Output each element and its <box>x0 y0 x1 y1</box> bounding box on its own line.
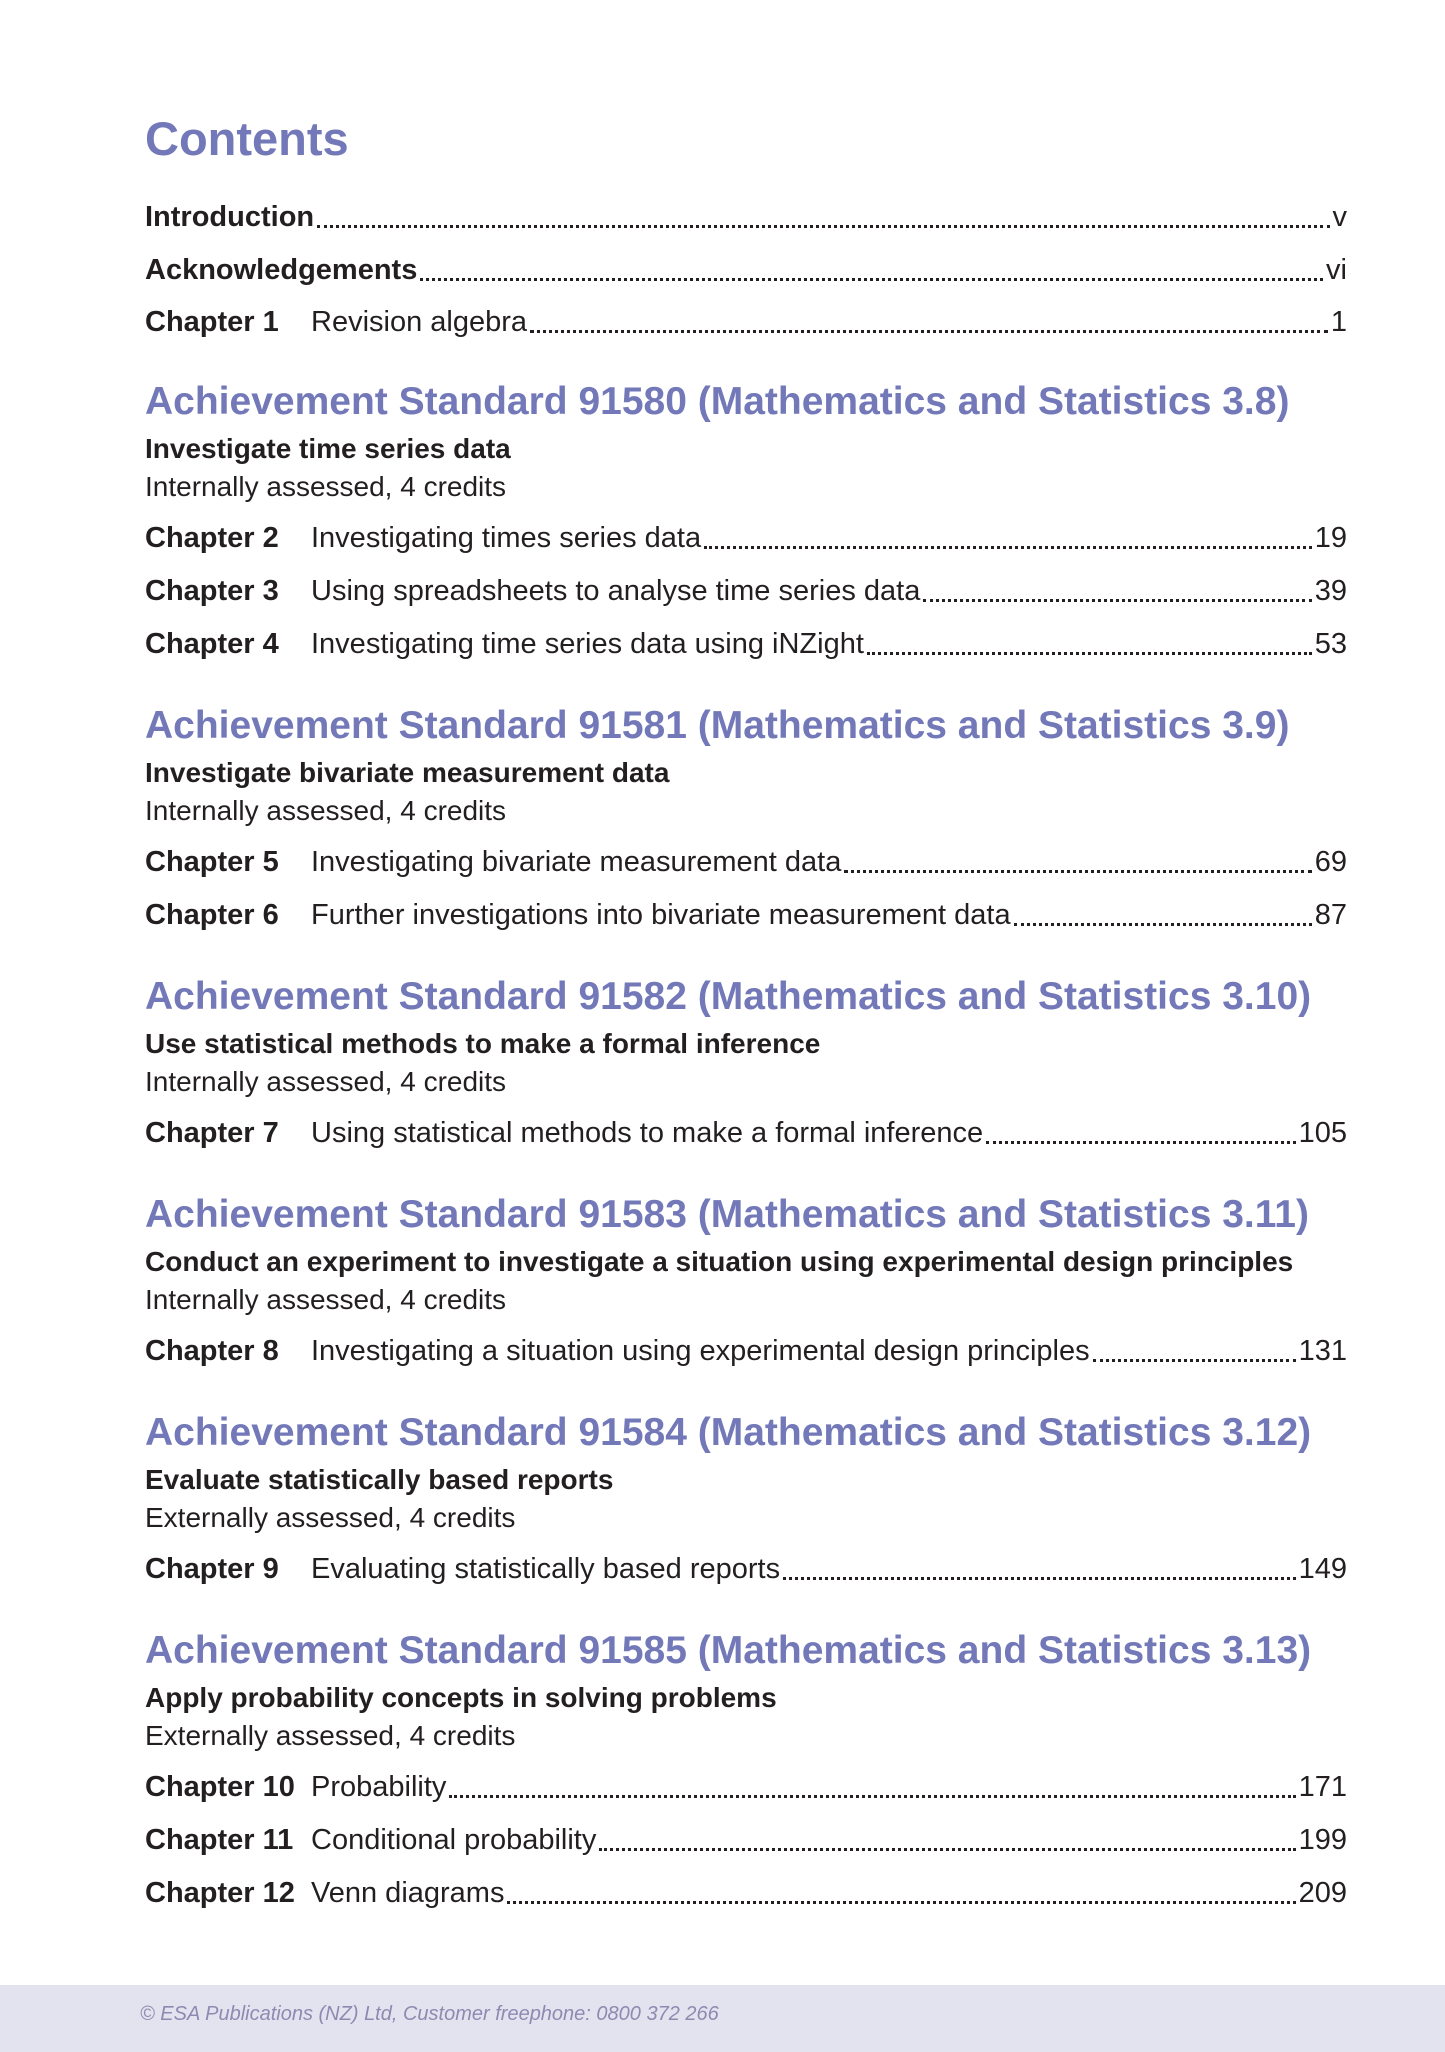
toc-page-number: 171 <box>1298 1771 1347 1803</box>
standard-heading-91583: Achievement Standard 91583 (Mathematics and Statistics 3.11) <box>145 1193 1309 1236</box>
toc-page-number: 69 <box>1314 846 1347 878</box>
toc-entry-chapter-3[interactable] <box>145 571 1347 611</box>
standard-heading-91585: Achievement Standard 91585 (Mathematics and Statistics 3.13) <box>145 1629 1312 1672</box>
toc-page-number: 209 <box>1298 1877 1347 1909</box>
chapter-label: Chapter 5 <box>145 846 279 878</box>
toc-entry-chapter-4[interactable] <box>145 624 1347 664</box>
chapter-label: Chapter 6 <box>145 899 279 931</box>
chapter-title: Venn diagrams <box>311 1877 505 1909</box>
standard-subtitle: Evaluate statistically based reports <box>145 1464 614 1495</box>
toc-page-number: 199 <box>1298 1824 1347 1856</box>
toc-entry-chapter-5[interactable] <box>145 842 1347 882</box>
toc-entry-chapter-8[interactable] <box>145 1331 1347 1371</box>
toc-page-number: 131 <box>1298 1335 1347 1367</box>
leader-dots <box>704 546 1312 549</box>
assessment-info: Externally assessed, 4 credits <box>145 1502 516 1533</box>
leader-dots <box>317 225 1329 228</box>
chapter-title: Probability <box>311 1771 447 1803</box>
toc-page-number: 149 <box>1298 1553 1347 1585</box>
copyright-notice: © ESA Publications (NZ) Ltd, Customer freephone: 0800 372 266 <box>140 2003 719 2025</box>
toc-entry-chapter-9[interactable] <box>145 1549 1347 1589</box>
chapter-title: Revision algebra <box>311 306 528 338</box>
assessment-info: Internally assessed, 4 credits <box>145 471 507 502</box>
chapter-title: Evaluating statistically based reports <box>311 1553 781 1585</box>
chapter-label: Chapter 1 <box>145 306 279 338</box>
standard-subtitle: Investigate bivariate measurement data <box>145 757 670 788</box>
chapter-title: Investigating times series data <box>311 522 702 554</box>
toc-entry-chapter-1[interactable] <box>145 302 1347 342</box>
chapter-title: Investigating bivariate measurement data <box>311 846 842 878</box>
toc-entry-label: Introduction <box>145 201 315 233</box>
chapter-label: Chapter 11 <box>145 1824 294 1856</box>
standard-heading-91582: Achievement Standard 91582 (Mathematics and Statistics 3.10) <box>145 975 1312 1018</box>
toc-entry-chapter-12[interactable] <box>145 1873 1347 1913</box>
chapter-label: Chapter 2 <box>145 522 279 554</box>
leader-dots <box>1093 1359 1296 1362</box>
toc-page-number: 53 <box>1314 628 1347 660</box>
chapter-label: Chapter 4 <box>145 628 279 660</box>
chapter-label: Chapter 9 <box>145 1553 279 1585</box>
standard-subtitle: Investigate time series data <box>145 433 511 464</box>
chapter-title: Further investigations into bivariate measurement data <box>311 899 1011 931</box>
toc-entry-chapter-11[interactable] <box>145 1820 1347 1860</box>
toc-entry-chapter-6[interactable] <box>145 895 1347 935</box>
assessment-info: Externally assessed, 4 credits <box>145 1720 516 1751</box>
toc-page-number: vi <box>1326 254 1347 286</box>
assessment-info: Internally assessed, 4 credits <box>145 795 507 826</box>
chapter-title: Conditional probability <box>311 1824 597 1856</box>
chapter-label: Chapter 8 <box>145 1335 279 1367</box>
standard-heading-91581: Achievement Standard 91581 (Mathematics and Statistics 3.9) <box>145 704 1290 747</box>
leader-dots <box>507 1901 1295 1904</box>
toc-entry-chapter-7[interactable] <box>145 1113 1347 1153</box>
toc-page-number: 39 <box>1314 575 1347 607</box>
page-title: Contents <box>145 112 349 165</box>
standard-subtitle: Apply probability concepts in solving problems <box>145 1682 777 1713</box>
toc-entry-acknowledgements[interactable] <box>145 250 1347 290</box>
leader-dots <box>449 1795 1295 1798</box>
leader-dots <box>420 278 1323 281</box>
toc-page-number: v <box>1332 201 1347 233</box>
toc-page-number: 1 <box>1330 306 1347 338</box>
leader-dots <box>867 652 1312 655</box>
toc-page-number: 105 <box>1298 1117 1347 1149</box>
chapter-title: Using spreadsheets to analyse time series data <box>311 575 921 607</box>
toc-page-number: 87 <box>1314 899 1347 931</box>
leader-dots <box>923 599 1311 602</box>
chapter-label: Chapter 3 <box>145 575 279 607</box>
chapter-label: Chapter 10 <box>145 1771 295 1803</box>
leader-dots <box>530 330 1328 333</box>
toc-entry-label: Acknowledgements <box>145 254 418 286</box>
assessment-info: Internally assessed, 4 credits <box>145 1066 507 1097</box>
toc-entry-chapter-2[interactable] <box>145 518 1347 558</box>
chapter-title: Using statistical methods to make a formal inference <box>311 1117 984 1149</box>
toc-page-number: 19 <box>1314 522 1347 554</box>
standard-subtitle: Conduct an experiment to investigate a situation using experimental design principles <box>145 1246 1294 1277</box>
chapter-label: Chapter 12 <box>145 1877 295 1909</box>
leader-dots <box>1014 923 1312 926</box>
chapter-title: Investigating time series data using iNZight <box>311 628 864 660</box>
leader-dots <box>986 1141 1295 1144</box>
leader-dots <box>844 870 1311 873</box>
page-footer <box>0 1985 1445 2052</box>
standard-heading-91584: Achievement Standard 91584 (Mathematics and Statistics 3.12) <box>145 1411 1312 1454</box>
chapter-title: Investigating a situation using experimental design principles <box>311 1335 1090 1367</box>
toc-entry-introduction[interactable] <box>145 197 1347 237</box>
leader-dots <box>599 1848 1295 1851</box>
standard-subtitle: Use statistical methods to make a formal inference <box>145 1028 821 1059</box>
leader-dots <box>783 1577 1296 1580</box>
toc-entry-chapter-10[interactable] <box>145 1767 1347 1807</box>
standard-heading-91580: Achievement Standard 91580 (Mathematics and Statistics 3.8) <box>145 380 1290 423</box>
assessment-info: Internally assessed, 4 credits <box>145 1284 507 1315</box>
chapter-label: Chapter 7 <box>145 1117 279 1149</box>
